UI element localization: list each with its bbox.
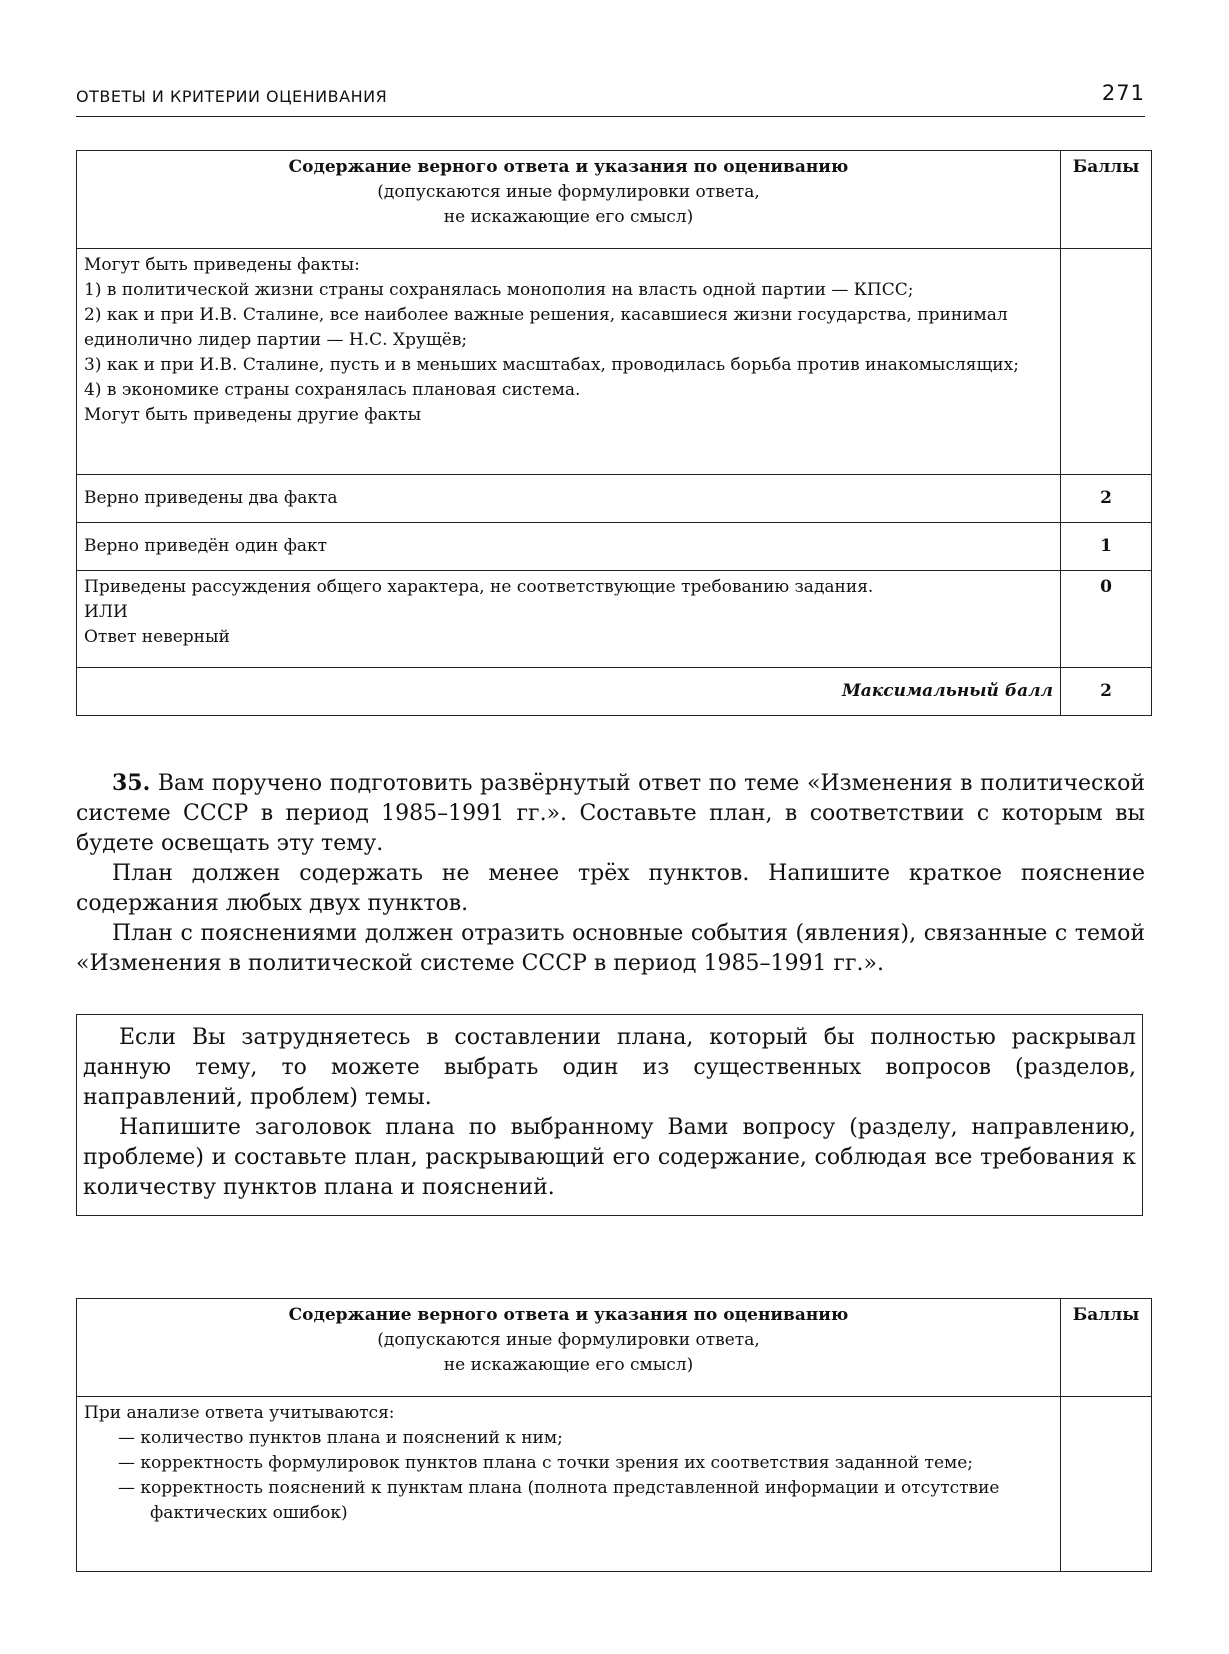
hint-box [76, 1014, 1143, 1216]
facts-outro: Могут быть приведены другие факты [84, 405, 422, 425]
task-paragraph-2: План должен содержать не менее трёх пунктов. Напишите краткое пояснение содержания любых двух пунктов. [76, 861, 1145, 916]
score-row-zero [77, 571, 1152, 668]
zero-line: Ответ неверный [84, 627, 230, 647]
task-paragraph-3: План с пояснениями должен отразить основные события (явления), связанные с темой «Изменения в политической системе СССР в период 1985–1991 гг.». [76, 921, 1145, 976]
score-row [77, 475, 1152, 523]
task-number: 35. [112, 770, 151, 796]
content-column-header [77, 151, 1061, 249]
score-points: 2 [1061, 475, 1152, 523]
table-header-row [77, 151, 1152, 249]
task-35 [76, 768, 1145, 979]
criteria-table-1 [76, 150, 1152, 716]
facts-cell [77, 249, 1061, 475]
max-score-points: 2 [1061, 668, 1152, 716]
score-description: Верно приведены два факта [77, 475, 1061, 523]
criteria-item: — количество пунктов плана и пояснений к ним; [118, 1428, 563, 1448]
fact-item: 4) в экономике страны сохранялась плановая система. [84, 380, 581, 400]
facts-intro: Могут быть приведены факты: [84, 255, 360, 275]
page-number: 271 [1101, 81, 1145, 105]
fact-item: 1) в политической жизни страны сохранялась монополия на власть одной партии — КПСС; [84, 280, 914, 300]
max-score-row [77, 668, 1152, 716]
running-title: ОТВЕТЫ И КРИТЕРИИ ОЦЕНИВАНИЯ [76, 87, 388, 106]
score-points: 1 [1061, 523, 1152, 571]
criteria-table-2 [76, 1298, 1152, 1572]
facts-row [77, 249, 1152, 475]
header-line: (допускаются иные формулировки ответа, [377, 182, 760, 202]
zero-line: ИЛИ [84, 602, 128, 622]
score-description: Верно приведён один факт [77, 523, 1061, 571]
criteria-cell [77, 1397, 1061, 1572]
criteria-row [77, 1397, 1152, 1572]
criteria-intro: При анализе ответа учитываются: [84, 1403, 395, 1423]
content-column-header [77, 1299, 1061, 1397]
table-header-row [77, 1299, 1152, 1397]
header-line: (допускаются иные формулировки ответа, [377, 1330, 760, 1350]
header-line: Содержание верного ответа и указания по оцениванию [288, 157, 849, 177]
score-points: 0 [1061, 571, 1152, 668]
header-line: не искажающие его смысл) [443, 1355, 694, 1375]
header-line: Содержание верного ответа и указания по оцениванию [288, 1305, 849, 1325]
score-row [77, 523, 1152, 571]
points-column-header: Баллы [1061, 1299, 1152, 1397]
score-description [77, 571, 1061, 668]
header-line: не искажающие его смысл) [443, 207, 694, 227]
zero-line: Приведены рассуждения общего характера, не соответствующие требованию задания. [84, 577, 874, 597]
criteria-item: — корректность формулировок пунктов плана с точки зрения их соответствия заданной теме; [118, 1453, 974, 1473]
fact-item: 3) как и при И.В. Сталине, пусть и в меньших масштабах, проводилась борьба против инакомыслящих; [84, 355, 1019, 375]
points-column-header: Баллы [1061, 151, 1152, 249]
fact-item: 2) как и при И.В. Сталине, все наиболее важные решения, касавшиеся жизни государства, принимал единолично лидер партии — Н.С. Хрущёв; [84, 305, 1008, 350]
task-paragraph-1 [76, 768, 1145, 859]
points-cell-empty [1061, 1397, 1152, 1572]
running-header [76, 80, 1145, 117]
hint-paragraph-2: Напишите заголовок плана по выбранному Вами вопросу (разделу, направлению, проблеме) и составьте план, раскрывающий его содержание, соблюдая все требования к количеству пунктов плана и пояснений. [83, 1115, 1136, 1200]
task-text: Вам поручено подготовить развёрнутый ответ по теме «Изменения в политической системе СССР в период 1985–1991 гг.». Составьте план, в соответствии с которым вы будете освещать эту тему. [76, 771, 1145, 856]
max-score-label: Максимальный балл [77, 668, 1061, 716]
points-cell-empty [1061, 249, 1152, 475]
hint-paragraph-1: Если Вы затрудняетесь в составлении плана, который бы полностью раскрывал данную тему, то можете выбрать один из существенных вопросов (разделов, направлений, проблем) темы. [83, 1025, 1136, 1110]
criteria-item: — корректность пояснений к пунктам плана (полнота представленной информации и отсутствие фактических ошибок) [118, 1478, 1000, 1523]
